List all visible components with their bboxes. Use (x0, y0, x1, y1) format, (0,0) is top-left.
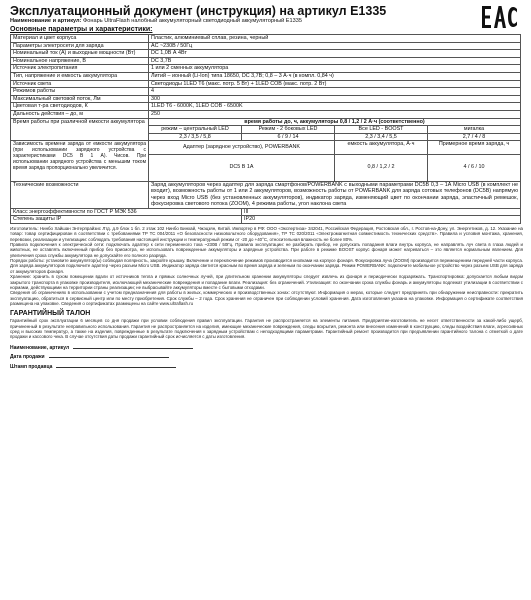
runtime-value: 2,7 / 4 / 8 (428, 133, 521, 141)
warranty-field (10, 343, 523, 353)
spec-label: Источник электропитания (11, 65, 149, 73)
document-title: Эксплуатационный документ (инструкция) на артикул Е1335 (10, 4, 387, 18)
spec-value: 4 (149, 88, 521, 96)
legal-text (10, 226, 523, 306)
spec-label: Цветовая т-ра светодиодов, К (11, 103, 149, 111)
warranty-text: Гарантийный срок эксплуатации 6 месяцев со дня продажи при условии соблюдения правил эксплуатации. Гарантия не распространяется на элементы питания. Предприятие-изготовитель не несет ответственности за какой-либо ущерб, причиненный в результате неправильного использования. Гарантия не распространяется на изделия, имеющие механические повреждения, следы вскрытия, ремонта или внесения изменений в конструкцию, следы воздействия влаги, агрессивных сред и высоких температур, а также на изделия, поврежденные в результате подключения к зарядным устройствам с неподходящими параметрами. Гарантийный ремонт производится при предъявлении гарантийного талона с отметкой о дате продажи и кассового чека. В случае отсутствия даты продажи гарантийный срок исчисляется с даты изготовления. (10, 318, 523, 340)
spec-value: 1 или 2 сменных аккумулятора (149, 65, 521, 73)
legal-paragraph: Хранение: хранить в сухом помещении вдали от источников тепла и прямых солнечных лучей, при длительном хранении аккумуляторы следует извлечь из фонаря и периодически подзаряжать. Транспортировка: допускается любым видом закрытого транспорта в упаковке производителя, исключающей механические повреждения и попадание влаги. Реализация: без ограничений. Утилизация: по окончании срока службы фонарь и аккумуляторы подлежат утилизации в соответствии с нормами, действующими на территории страны реализации; не выбрасывайте аккумуляторы вместе с бытовыми отходами. (10, 274, 523, 290)
legal-paragraph: Порядок работы: установите аккумулятор(ы) соблюдая полярность, закройте крышку. Включение и переключение режимов производится кнопками на корпусе фонаря. Фокусировка луча (ZOOM) производится перемещением передней части корпуса. Для заряда аккумуляторов подключите адаптер через разъем Micro USB. Индикатор заряда светится красным во время заряда и зеленым по окончании заряда. Режим POWERBANK: подключите мобильное устройство через разъем USB для заряда от аккумуляторов фонаря. (10, 258, 523, 274)
spec-label: Максимальный световой поток, Лм (11, 95, 149, 103)
spec-label: Номинальное напряжение, В (11, 57, 149, 65)
spec-row (11, 42, 521, 50)
warranty-field (10, 352, 523, 362)
warranty-field-label: Наименование, артикул (10, 344, 70, 351)
product-name-line (10, 18, 469, 25)
spec-label: Режимов работы (11, 88, 149, 96)
spec-label: Номинальный ток (А) и выходные мощности (Вт) (11, 50, 149, 58)
spec-value: Пластик, алюминиевый сплав, резина, черный (149, 35, 521, 43)
spec-label: Параметры электросети для заряда (11, 42, 149, 50)
tech-label: Технические возможности (11, 181, 149, 208)
spec-value: DC 3,7В (149, 57, 521, 65)
spec-row (11, 95, 521, 103)
class-row (11, 208, 521, 216)
legal-paragraph: Правила подключения к электрической сети: подключать адаптер к сети переменного тока ~230В / 50Гц. Правила эксплуатации: не разбирать прибор, не допускать попадания влаги внутрь корпуса, не направлять луч света в глаза людей и животных, не оставлять включенный прибор без присмотра, не использовать поврежденные аккумуляторы и зарядные устройства. При работе в режиме BOOST корпус фонаря может нагреваться – это является нормальным явлением. Для увеличения срока службы аккумулятора не допускайте его полного разряда. (10, 242, 523, 258)
legal-paragraph: Изготовитель: Нинбо Хайшан Энтерпрайзис Лтд. д.9 блок 1 бл. 2 этаж 102 Нинбо Бинхай, Чжэцзян, Китай. Импортер в РФ: ООО «Экспертиза» 342041, Российская Федерация, Ростовская обл., г. Ростов-на-Дону, ул. Энергетиков, д. 12. Указание на товар: товар сертифицирован в соответствии с требованиями ТР ТС 004/2011 «О безопасности низковольтного оборудования», ТР ТС 020/2011 «Электромагнитная совместимость технических средств». Правила и условия монтажа, хранения, перевозки, реализации и утилизации: соблюдать требования настоящей инструкции и температурный режим от -20 до +40°С, относительная влажность не более 80%. (10, 226, 523, 242)
ip-value: IP20 (242, 216, 521, 224)
ip-row (11, 216, 521, 224)
spec-row (11, 57, 521, 65)
runtime-header: время работы до, ч, аккумуляторы 0,8 / 1,2 / 2 А·ч (соответственно) (149, 118, 521, 126)
runtime-value: 6 / 9 / 14 (242, 133, 335, 141)
charging-header-row (11, 141, 521, 155)
signature-line (56, 362, 176, 368)
spec-label: Материал и цвет корпуса (11, 35, 149, 43)
class-value: III (242, 208, 521, 216)
spec-row (11, 50, 521, 58)
ip-label: Степень защиты IP (11, 216, 242, 224)
product-name-label: Наименование и артикул: (10, 18, 82, 24)
charging-col-capacity: емкость аккумулятора, А·ч (335, 141, 428, 155)
spec-label: Тип, напряжение и емкость аккумулятора (11, 72, 149, 80)
runtime-label: Время работы при различной емкости аккумулятора (11, 118, 149, 141)
spec-row (11, 72, 521, 80)
spec-value: DC 1,0В А 4Вт (149, 50, 521, 58)
section-title: Основные параметры и характеристики: (10, 26, 153, 33)
signature-line (73, 343, 193, 349)
runtime-value: 2,3 / 3,4 / 5,5 (335, 133, 428, 141)
spec-value: AC ~230В / 50Гц (149, 42, 521, 50)
runtime-value: 2,3 / 3,5 / 5,8 (149, 133, 242, 141)
legal-paragraph: Сведения об ограничениях в использовании с учетом предназначения для работы в жилых, коммерческих и производственных зонах: отсутствуют. Информация о мерах, которые следует предпринять при обнаружении неисправности: прекратить эксплуатацию, обратиться в сервисный центр или по месту приобретения. Срок службы – 2 года. Срок хранения не ограничен при соблюдении условий хранения. Дата изготовления указана на упаковке. Информация о сертификате соответствия размещена на упаковке. Сведения о сертификатах размещены на сайте www.ultraflash.ru (10, 290, 523, 306)
spec-row (11, 65, 521, 73)
spec-table (10, 34, 521, 224)
warranty-field-label: Штамп продавца (10, 363, 53, 370)
charging-col-time: Примерное время заряда, ч (428, 141, 521, 155)
spec-row (11, 35, 521, 43)
runtime-mode: Все LED - BOOST (335, 126, 428, 134)
charging-label: Зависимость времени заряда от емкости аккумулятора (при использовании зарядного устройства с характеристиками DC5 В 1 А). Чисов. При использовании зарядного устройства с меньшим током время заряда пропорционально увеличится. (11, 141, 149, 181)
spec-row (11, 110, 521, 118)
spec-value: 1LED T6 - 6000K, 1LED COB - 6500K (149, 103, 521, 111)
charging-capacity-value: 0,8 / 1,2 / 2 (335, 154, 428, 181)
charging-time-value: 4 / 6 / 10 (428, 154, 521, 181)
spec-value: 250 (149, 110, 521, 118)
tech-text: Заряд аккумуляторов через адаптер для заряда смартфонов/POWERBANK с выходными параметрами DC5В 0,3 – 1А Micro USB (в комплект не входит), возможность работы от 1 или 2 аккумуляторов, возможность работы от POWERBANK для заряда сотовых телефонов (DC5В) напрямую через вход Micro USB (без установленных аккумуляторов), индикатор заряда, изменяющий цвет по окончании заряда, эластичный ремешок, фокусировка светового потока (ZOOM), 4 режима работы, угол наклона света (149, 181, 521, 208)
signature-line (49, 352, 169, 358)
warranty-fields (10, 343, 523, 372)
spec-row (11, 88, 521, 96)
runtime-mode: мигалка (428, 126, 521, 134)
charging-col-adapter: Адаптер (зарядное устройство), POWERBANK (149, 141, 335, 155)
spec-row (11, 103, 521, 111)
eac-mark-icon (481, 4, 519, 30)
warranty-field (10, 362, 523, 372)
runtime-mode: режим – центральный LED (149, 126, 242, 134)
spec-label: Источник света (11, 80, 149, 88)
tech-row (11, 181, 521, 208)
runtime-header-row (11, 118, 521, 126)
spec-row (11, 80, 521, 88)
charging-adapter-value: DC5 В 1А (149, 154, 335, 181)
spec-value: Светодиоды 1LED T6 (макс. потр. 5 Вт) + 1LED COB (макс. потр. 2 Вт) (149, 80, 521, 88)
spec-value: 300 (149, 95, 521, 103)
warranty-field-label: Дата продажи (10, 354, 45, 361)
runtime-mode: Режим - 2 боковых LED (242, 126, 335, 134)
product-name-value: Фонарь UltraFlash налобный аккумуляторный светодиодный аккумуляторный Е1335 (83, 18, 302, 24)
class-label: Класс энергоэффективности по ГОСТ Р МЭК 536 (11, 208, 242, 216)
spec-value: Литий – ионный (Li-Ion) типа 18650, DC 3,7В; 0,8 – 3 А·ч (в компл. 0,84 ч) (149, 72, 521, 80)
warranty-title: ГАРАНТИЙНЫЙ ТАЛОН (10, 310, 91, 318)
spec-label: Дальность действия – до, м (11, 110, 149, 118)
